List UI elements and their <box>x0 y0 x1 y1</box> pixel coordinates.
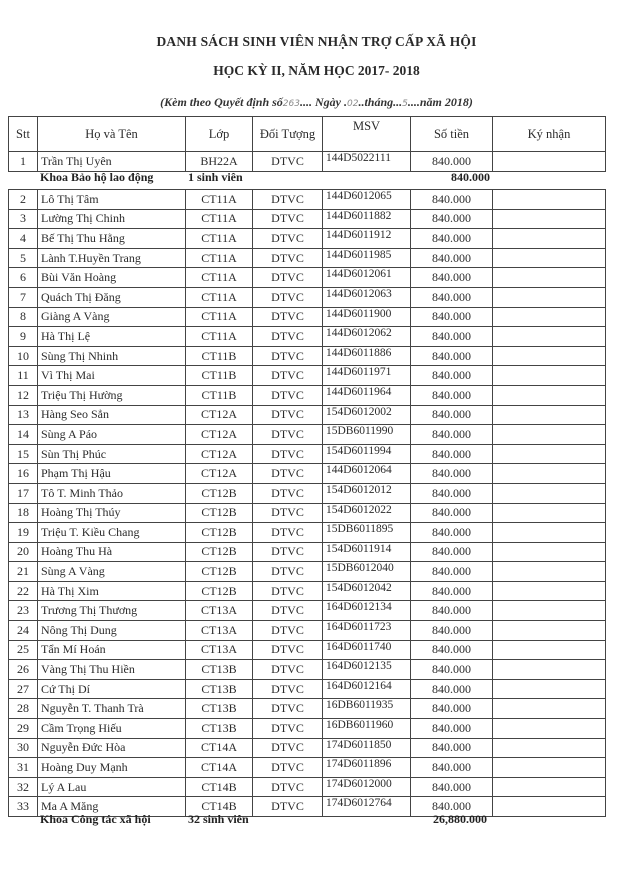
row-amount: 840.000 <box>411 601 493 621</box>
table-row <box>9 483 606 503</box>
table-row <box>9 425 606 445</box>
row-class: CT12B <box>186 523 253 543</box>
row-signature <box>493 621 606 641</box>
row-msv: 15DB6011895 <box>323 523 411 543</box>
group1-count: 1 sinh viên <box>188 170 243 184</box>
row-name: Hoàng Thị Thúy <box>38 503 186 523</box>
reference-prefix: (Kèm theo Quyết định số <box>160 95 283 109</box>
row-msv: 154D6012012 <box>323 483 411 503</box>
row-stt: 14 <box>9 425 38 445</box>
row-signature <box>493 699 606 719</box>
row-class: CT13B <box>186 679 253 699</box>
row-stt: 33 <box>9 797 38 817</box>
row-stt: 18 <box>9 503 38 523</box>
row-stt: 11 <box>9 366 38 386</box>
row-amount: 840.000 <box>411 483 493 503</box>
row-name: Tô T. Minh Thảo <box>38 483 186 503</box>
row-type: DTVC <box>253 640 323 660</box>
row-class: CT12B <box>186 581 253 601</box>
table-row <box>9 307 606 327</box>
row-class: CT13B <box>186 660 253 680</box>
row-signature <box>493 601 606 621</box>
table-row <box>9 346 606 366</box>
table-row <box>9 777 606 797</box>
student-table-group2 <box>8 189 606 817</box>
row-class: CT12A <box>186 464 253 484</box>
row-msv: 164D6011740 <box>323 640 411 660</box>
row-type: DTVC <box>253 503 323 523</box>
table-row <box>9 621 606 641</box>
row-msv: 144D6012062 <box>323 327 411 347</box>
row-class: CT11B <box>186 366 253 386</box>
row-name: Nông Thị Dung <box>38 621 186 641</box>
row-class: CT14B <box>186 777 253 797</box>
row-msv: 144D6011985 <box>323 248 411 268</box>
row-stt: 3 <box>9 209 38 229</box>
row-stt: 28 <box>9 699 38 719</box>
row-stt: 30 <box>9 738 38 758</box>
row-signature <box>493 405 606 425</box>
decision-day: 02 <box>346 99 359 109</box>
decision-number: 263 <box>282 99 300 109</box>
group2-body <box>9 190 606 817</box>
row-type: DTVC <box>253 425 323 445</box>
row-name: Trần Thị Uyên <box>38 152 186 172</box>
row-msv: 144D6012061 <box>323 268 411 288</box>
row-amount: 840.000 <box>411 209 493 229</box>
row-signature <box>493 346 606 366</box>
row-msv: 144D6011912 <box>323 229 411 249</box>
table-row <box>9 287 606 307</box>
row-type: DTVC <box>253 660 323 680</box>
row-amount: 840.000 <box>411 660 493 680</box>
row-signature <box>493 719 606 739</box>
day-label: . Ngày <box>308 95 341 109</box>
row-name: Lường Thị Chinh <box>38 209 186 229</box>
row-name: Phạm Thị Hậu <box>38 464 186 484</box>
row-amount: 840.000 <box>411 777 493 797</box>
row-signature <box>493 797 606 817</box>
table-row <box>9 738 606 758</box>
row-name: Sùng Thị Nhinh <box>38 346 186 366</box>
month-label: tháng <box>364 95 394 109</box>
row-stt: 32 <box>9 777 38 797</box>
document-title: DANH SÁCH SINH VIÊN NHẬN TRỢ CẤP XÃ HỘI <box>156 34 477 49</box>
row-signature <box>493 562 606 582</box>
row-msv: 144D6012064 <box>323 464 411 484</box>
row-signature <box>493 523 606 543</box>
row-stt: 31 <box>9 758 38 778</box>
row-name: Triệu Thị Hường <box>38 385 186 405</box>
row-type: DTVC <box>253 307 323 327</box>
table-row <box>9 503 606 523</box>
row-signature <box>493 640 606 660</box>
table-row <box>9 268 606 288</box>
row-class: CT14A <box>186 738 253 758</box>
row-signature <box>493 366 606 386</box>
row-msv: 154D6012002 <box>323 405 411 425</box>
group1-faculty: Khoa Bảo hộ lao động <box>40 170 154 184</box>
row-amount: 840.000 <box>411 346 493 366</box>
header-amount: Số tiền <box>411 117 493 152</box>
table-row <box>9 209 606 229</box>
row-amount: 840.000 <box>411 562 493 582</box>
row-stt: 25 <box>9 640 38 660</box>
row-class: CT14B <box>186 797 253 817</box>
row-name: Vàng Thị Thu Hiền <box>38 660 186 680</box>
row-signature <box>493 679 606 699</box>
header-msv: MSV <box>323 117 411 152</box>
table-row <box>9 542 606 562</box>
row-signature <box>493 483 606 503</box>
row-class: CT11A <box>186 307 253 327</box>
table-row <box>9 601 606 621</box>
row-amount: 840.000 <box>411 229 493 249</box>
row-stt: 12 <box>9 385 38 405</box>
row-type: DTVC <box>253 190 323 210</box>
row-msv: 154D6011994 <box>323 444 411 464</box>
row-msv: 174D6012000 <box>323 777 411 797</box>
row-signature <box>493 444 606 464</box>
table-row <box>9 190 606 210</box>
row-name: Nguyễn Đức Hòa <box>38 738 186 758</box>
row-name: Hà Thị Xim <box>38 581 186 601</box>
row-signature <box>493 777 606 797</box>
row-name: Hoàng Duy Mạnh <box>38 758 186 778</box>
row-signature <box>493 152 606 172</box>
header-name: Họ và Tên <box>38 117 186 152</box>
row-type: DTVC <box>253 679 323 699</box>
table-row <box>9 660 606 680</box>
row-msv: 164D6012134 <box>323 601 411 621</box>
row-name: Bế Thị Thu Hằng <box>38 229 186 249</box>
row-name: Sùng A Páo <box>38 425 186 445</box>
row-type: DTVC <box>253 464 323 484</box>
row-signature <box>493 248 606 268</box>
row-msv: 154D6012042 <box>323 581 411 601</box>
row-amount: 840.000 <box>411 581 493 601</box>
row-name: Hà Thị Lệ <box>38 327 186 347</box>
group2-faculty: Khoa Công tác xã hội <box>40 812 151 826</box>
group1-body <box>9 152 606 172</box>
row-type: DTVC <box>253 268 323 288</box>
row-amount: 840.000 <box>411 719 493 739</box>
row-amount: 840.000 <box>411 287 493 307</box>
row-class: CT11A <box>186 268 253 288</box>
table-row <box>9 405 606 425</box>
row-name: Vì Thị Mai <box>38 366 186 386</box>
row-class: CT11A <box>186 229 253 249</box>
table-row <box>9 248 606 268</box>
row-amount: 840.000 <box>411 640 493 660</box>
row-signature <box>493 581 606 601</box>
row-amount: 840.000 <box>411 621 493 641</box>
row-name: Hàng Seo Sẳn <box>38 405 186 425</box>
row-stt: 23 <box>9 601 38 621</box>
table-row <box>9 719 606 739</box>
row-amount: 840.000 <box>411 679 493 699</box>
row-signature <box>493 209 606 229</box>
row-msv: 144D6011971 <box>323 366 411 386</box>
row-amount: 840.000 <box>411 699 493 719</box>
row-type: DTVC <box>253 385 323 405</box>
row-class: CT12B <box>186 503 253 523</box>
row-class: BH22A <box>186 152 253 172</box>
row-msv: 174D6011896 <box>323 758 411 778</box>
table-row <box>9 366 606 386</box>
dots: . <box>340 95 347 109</box>
row-class: CT14A <box>186 758 253 778</box>
row-amount: 840.000 <box>411 268 493 288</box>
row-msv: 174D6011850 <box>323 738 411 758</box>
row-signature <box>493 425 606 445</box>
decision-month: 5 <box>402 99 408 109</box>
row-amount: 840.000 <box>411 797 493 817</box>
dots: .. <box>358 95 365 109</box>
dots: ... <box>393 95 403 109</box>
row-name: Tẩn Mí Hoán <box>38 640 186 660</box>
row-msv: 144D6012063 <box>323 287 411 307</box>
row-msv: 164D6011723 <box>323 621 411 641</box>
row-name: Sùng A Vàng <box>38 562 186 582</box>
table-row <box>9 758 606 778</box>
table-row <box>9 679 606 699</box>
row-stt: 16 <box>9 464 38 484</box>
row-signature <box>493 758 606 778</box>
row-msv: 164D6012135 <box>323 660 411 680</box>
row-class: CT11A <box>186 287 253 307</box>
row-class: CT11B <box>186 385 253 405</box>
row-stt: 26 <box>9 660 38 680</box>
row-msv: 144D6011964 <box>323 385 411 405</box>
row-amount: 840.000 <box>411 307 493 327</box>
row-name: Lành T.Huyền Trang <box>38 248 186 268</box>
row-signature <box>493 307 606 327</box>
row-stt: 24 <box>9 621 38 641</box>
row-type: DTVC <box>253 152 323 172</box>
row-signature <box>493 660 606 680</box>
row-class: CT11A <box>186 327 253 347</box>
row-name: Cầm Trọng Hiếu <box>38 719 186 739</box>
row-stt: 29 <box>9 719 38 739</box>
row-type: DTVC <box>253 621 323 641</box>
table-row <box>9 444 606 464</box>
row-stt: 4 <box>9 229 38 249</box>
row-type: DTVC <box>253 248 323 268</box>
row-signature <box>493 542 606 562</box>
row-type: DTVC <box>253 601 323 621</box>
row-msv: 144D6012065 <box>323 190 411 210</box>
row-type: DTVC <box>253 209 323 229</box>
row-class: CT12B <box>186 483 253 503</box>
document-subtitle: HỌC KỲ II, NĂM HỌC 2017- 2018 <box>213 63 420 78</box>
row-class: CT13B <box>186 699 253 719</box>
row-type: DTVC <box>253 229 323 249</box>
row-type: DTVC <box>253 542 323 562</box>
group2-total: 26,880.000 <box>433 812 487 826</box>
table-header-row <box>9 117 606 152</box>
row-name: Cứ Thị Dí <box>38 679 186 699</box>
row-type: DTVC <box>253 581 323 601</box>
row-name: Hoàng Thu Hà <box>38 542 186 562</box>
row-stt: 22 <box>9 581 38 601</box>
row-type: DTVC <box>253 327 323 347</box>
table-row <box>9 581 606 601</box>
row-class: CT12A <box>186 405 253 425</box>
dots: .... <box>407 95 420 109</box>
row-stt: 17 <box>9 483 38 503</box>
row-signature <box>493 503 606 523</box>
row-stt: 6 <box>9 268 38 288</box>
row-class: CT11A <box>186 209 253 229</box>
row-amount: 840.000 <box>411 385 493 405</box>
row-stt: 2 <box>9 190 38 210</box>
row-name: Lô Thị Tâm <box>38 190 186 210</box>
row-class: CT11A <box>186 190 253 210</box>
table-row <box>9 699 606 719</box>
row-amount: 840.000 <box>411 464 493 484</box>
row-name: Trương Thị Thương <box>38 601 186 621</box>
row-class: CT12A <box>186 425 253 445</box>
row-type: DTVC <box>253 366 323 386</box>
decision-reference <box>0 95 633 110</box>
row-type: DTVC <box>253 738 323 758</box>
row-signature <box>493 229 606 249</box>
dots: ... <box>299 95 309 109</box>
row-name: Ma A Măng <box>38 797 186 817</box>
row-stt: 15 <box>9 444 38 464</box>
row-type: DTVC <box>253 346 323 366</box>
row-msv: 15DB6011990 <box>323 425 411 445</box>
row-stt: 10 <box>9 346 38 366</box>
row-class: CT13A <box>186 640 253 660</box>
year-label: năm 2018) <box>419 95 473 109</box>
table-row <box>9 523 606 543</box>
row-msv: 16DB6011935 <box>323 699 411 719</box>
row-class: CT13B <box>186 719 253 739</box>
row-amount: 840.000 <box>411 248 493 268</box>
row-amount: 840.000 <box>411 503 493 523</box>
row-type: DTVC <box>253 719 323 739</box>
row-name: Quách Thị Đăng <box>38 287 186 307</box>
row-amount: 840.000 <box>411 327 493 347</box>
student-table-group1 <box>8 116 606 172</box>
row-type: DTVC <box>253 797 323 817</box>
row-name: Nguyễn T. Thanh Trà <box>38 699 186 719</box>
row-signature <box>493 190 606 210</box>
table-row <box>9 640 606 660</box>
row-amount: 840.000 <box>411 190 493 210</box>
row-type: DTVC <box>253 444 323 464</box>
row-stt: 27 <box>9 679 38 699</box>
row-type: DTVC <box>253 483 323 503</box>
row-signature <box>493 385 606 405</box>
row-name: Bùi Văn Hoàng <box>38 268 186 288</box>
row-stt: 5 <box>9 248 38 268</box>
table-row <box>9 464 606 484</box>
group1-total: 840.000 <box>451 170 490 184</box>
table-row <box>9 385 606 405</box>
row-signature <box>493 464 606 484</box>
header-class: Lớp <box>186 117 253 152</box>
row-signature <box>493 738 606 758</box>
row-amount: 840.000 <box>411 738 493 758</box>
row-type: DTVC <box>253 562 323 582</box>
row-amount: 840.000 <box>411 444 493 464</box>
table-row <box>9 327 606 347</box>
row-amount: 840.000 <box>411 523 493 543</box>
row-stt: 19 <box>9 523 38 543</box>
row-class: CT11A <box>186 248 253 268</box>
row-msv: 164D6012164 <box>323 679 411 699</box>
row-msv: 154D6011914 <box>323 542 411 562</box>
row-name: Sùn Thị Phúc <box>38 444 186 464</box>
table-row <box>9 562 606 582</box>
row-msv: 144D5022111 <box>323 152 411 172</box>
row-amount: 840.000 <box>411 425 493 445</box>
row-type: DTVC <box>253 523 323 543</box>
header-stt: Stt <box>9 117 38 152</box>
row-stt: 21 <box>9 562 38 582</box>
row-msv: 154D6012022 <box>323 503 411 523</box>
header-type: Đối Tượng <box>253 117 323 152</box>
row-signature <box>493 327 606 347</box>
row-class: CT12A <box>186 444 253 464</box>
row-msv: 16DB6011960 <box>323 719 411 739</box>
row-name: Triệu T. Kiều Chang <box>38 523 186 543</box>
row-msv: 144D6011900 <box>323 307 411 327</box>
row-msv: 15DB6012040 <box>323 562 411 582</box>
row-stt: 13 <box>9 405 38 425</box>
header-signature: Ký nhận <box>493 117 606 152</box>
row-amount: 840.000 <box>411 542 493 562</box>
row-type: DTVC <box>253 777 323 797</box>
row-stt: 7 <box>9 287 38 307</box>
group2-count: 32 sinh viên <box>188 812 249 826</box>
row-stt: 1 <box>9 152 38 172</box>
row-type: DTVC <box>253 699 323 719</box>
row-signature <box>493 268 606 288</box>
row-amount: 840.000 <box>411 758 493 778</box>
row-class: CT13A <box>186 621 253 641</box>
row-name: Lý A Lau <box>38 777 186 797</box>
row-class: CT12B <box>186 562 253 582</box>
row-class: CT11B <box>186 346 253 366</box>
row-stt: 20 <box>9 542 38 562</box>
row-class: CT12B <box>186 542 253 562</box>
table-row <box>9 152 606 172</box>
row-type: DTVC <box>253 405 323 425</box>
table-row <box>9 229 606 249</box>
row-amount: 840.000 <box>411 405 493 425</box>
row-type: DTVC <box>253 758 323 778</box>
row-signature <box>493 287 606 307</box>
row-msv: 144D6011886 <box>323 346 411 366</box>
row-msv: 174D6012764 <box>323 797 411 817</box>
row-stt: 9 <box>9 327 38 347</box>
row-amount: 840.000 <box>411 366 493 386</box>
row-name: Giàng A Vàng <box>38 307 186 327</box>
row-class: CT13A <box>186 601 253 621</box>
row-stt: 8 <box>9 307 38 327</box>
row-amount: 840.000 <box>411 152 493 172</box>
row-type: DTVC <box>253 287 323 307</box>
row-msv: 144D6011882 <box>323 209 411 229</box>
